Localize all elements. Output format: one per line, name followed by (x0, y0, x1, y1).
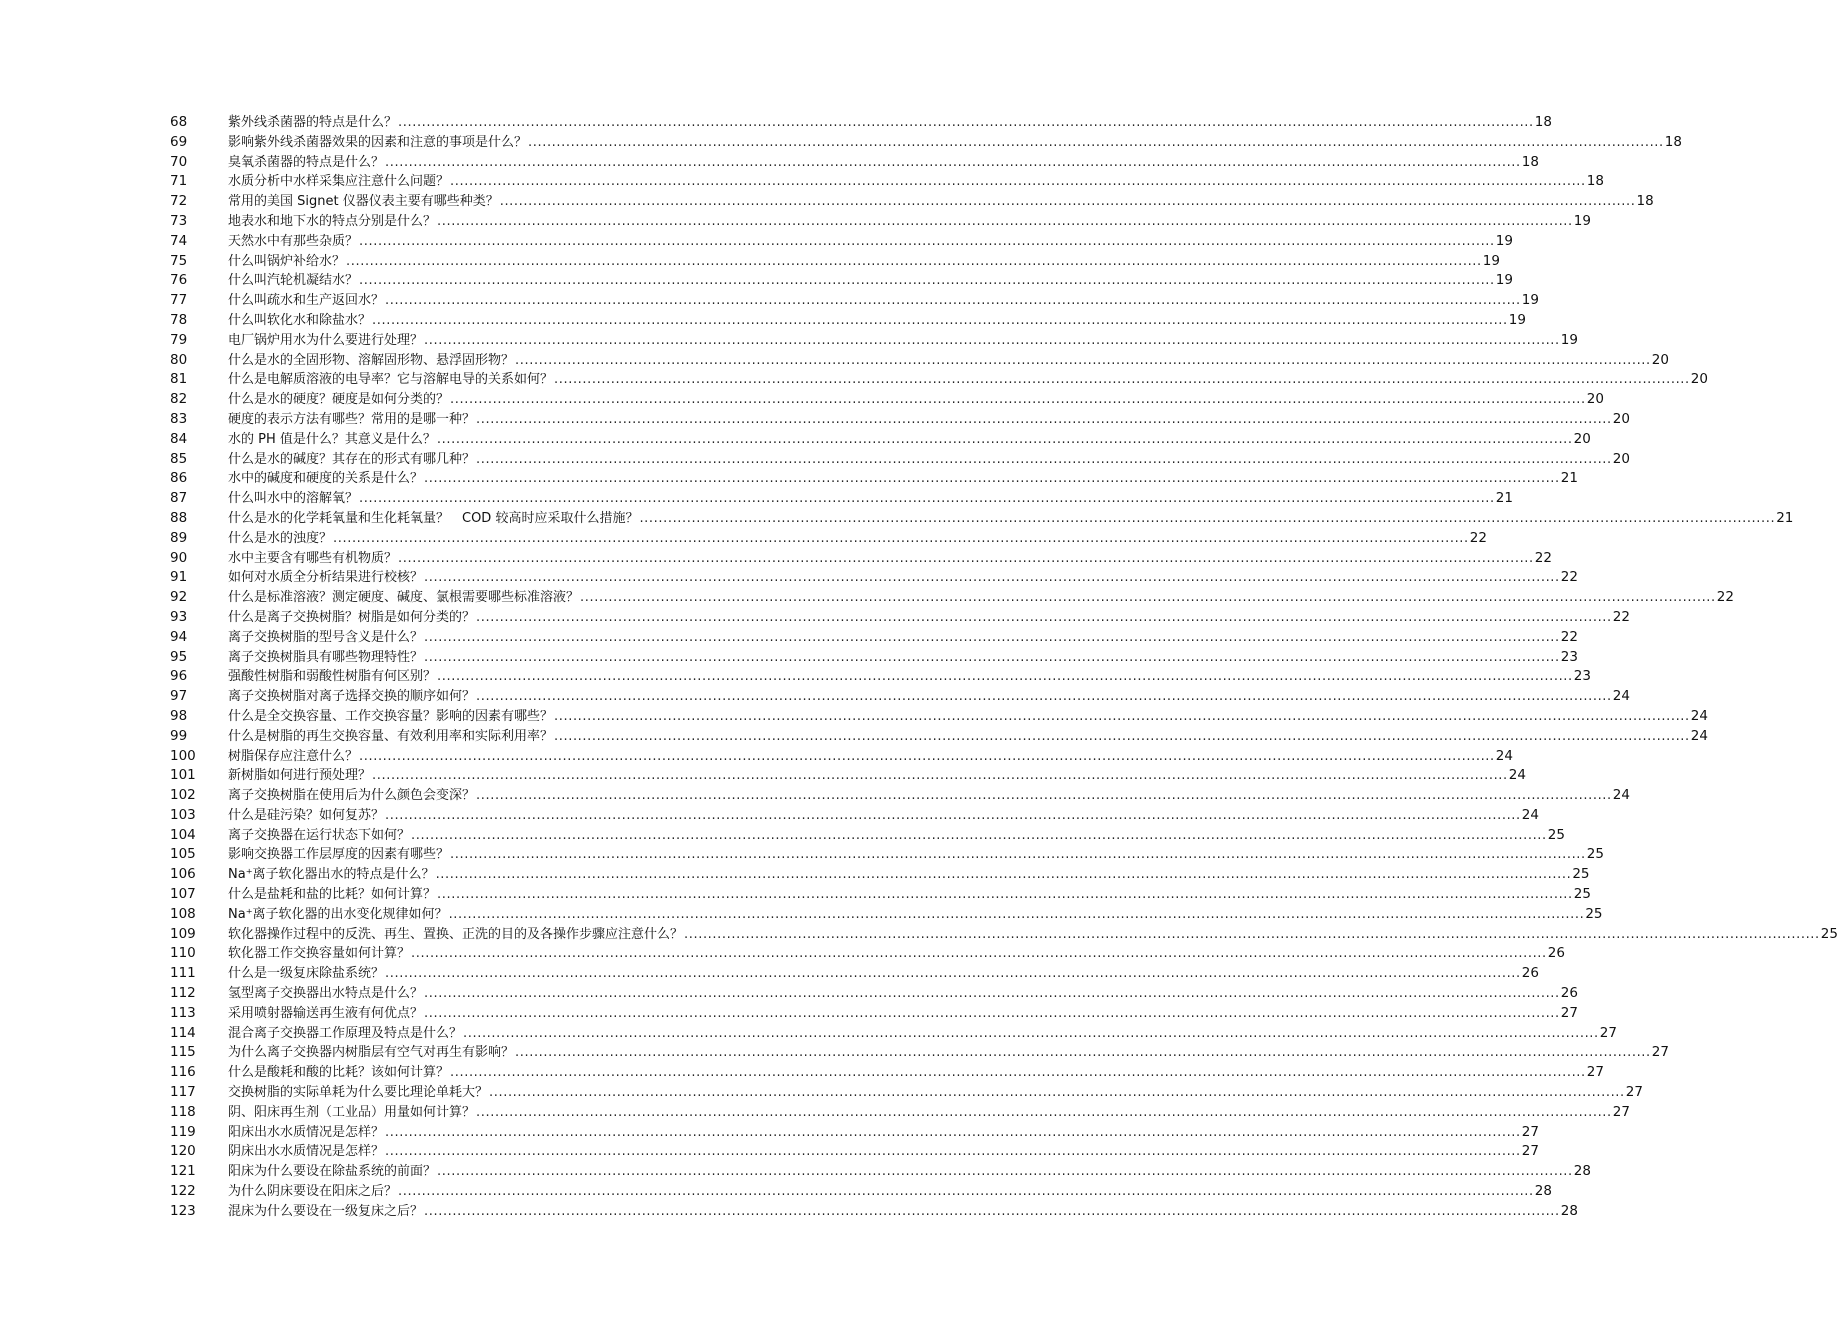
toc-entry-title: 软化器操作过程中的反洗、再生、置换、正洗的目的及各操作步骤应注意什么？ (228, 926, 684, 942)
toc-entry-title: 离子交换树脂在使用后为什么颜色会变深？ (228, 788, 476, 804)
toc-entry-page: 18 (1664, 133, 1682, 150)
toc-entry-title: 影响紫外线杀菌器效果的因素和注意的事项是什么？ (228, 134, 528, 150)
toc-entry[interactable] (170, 390, 1604, 410)
toc-entry-page: 28 (1560, 1202, 1578, 1219)
toc-dot-leader (450, 845, 1586, 865)
toc-entry-page: 21 (1776, 509, 1794, 526)
toc-entry-number: 90 (170, 549, 188, 566)
toc-entry[interactable] (170, 964, 1539, 984)
toc-entry-title: 常用的美国 Signet 仪器仪表主要有哪些种类？ (228, 194, 499, 210)
toc-entry-page: 23 (1573, 668, 1591, 685)
toc-dot-leader (463, 1024, 1599, 1044)
toc-entry[interactable] (170, 192, 1654, 212)
toc-entry-number: 70 (170, 153, 188, 170)
toc-entry[interactable] (170, 351, 1669, 371)
toc-entry-page: 22 (1469, 529, 1487, 546)
toc-entry[interactable] (170, 944, 1565, 964)
toc-dot-leader (359, 232, 1495, 252)
toc-entry-page: 18 (1586, 173, 1604, 190)
toc-entry-page: 20 (1612, 450, 1630, 467)
toc-entry-number: 117 (170, 1084, 196, 1101)
toc-entry[interactable] (170, 925, 1838, 945)
toc-entry[interactable] (170, 153, 1539, 173)
toc-entry-title: 强酸性树脂和弱酸性树脂有何区别？ (228, 669, 437, 685)
toc-entry[interactable] (170, 410, 1630, 430)
toc-entry[interactable] (170, 568, 1578, 588)
toc-entry-number: 114 (170, 1024, 196, 1041)
toc-entry-number: 106 (170, 866, 196, 883)
toc-entry-title: 离子交换树脂对离子选择交换的顺序如何？ (228, 689, 476, 705)
toc-dot-leader (359, 271, 1495, 291)
toc-entry[interactable] (170, 489, 1513, 509)
toc-entry-number: 109 (170, 925, 196, 942)
toc-entry-title: 硬度的表示方法有哪些？常用的是哪一种？ (228, 411, 476, 427)
toc-entry-page: 28 (1534, 1183, 1552, 1200)
toc-entry-number: 116 (170, 1064, 196, 1081)
toc-entry-number: 87 (170, 490, 188, 507)
toc-dot-leader (684, 925, 1820, 945)
toc-entry-title: 什么是水的碱度？其存在的形式有哪几种？ (228, 451, 476, 467)
toc-dot-leader (515, 1043, 1651, 1063)
toc-entry[interactable] (170, 687, 1630, 707)
toc-dot-leader (424, 469, 1560, 489)
toc-entry-title: 阴、阳床再生剂（工业品）用量如何计算？ (228, 1104, 476, 1120)
toc-entry-number: 111 (170, 965, 196, 982)
toc-entry-number: 86 (170, 470, 188, 487)
toc-entry-number: 97 (170, 688, 188, 705)
toc-dot-leader (437, 1162, 1573, 1182)
toc-dot-leader (398, 549, 1534, 569)
toc-entry-title: 阳床出水水质情况是怎样？ (228, 1124, 385, 1140)
toc-entry-title: 水中主要含有哪些有机物质？ (228, 550, 398, 566)
toc-entry[interactable] (170, 628, 1578, 648)
toc-dot-leader (476, 450, 1612, 470)
toc-entry-page: 24 (1612, 787, 1630, 804)
toc-entry-number: 96 (170, 668, 188, 685)
toc-entry-number: 80 (170, 351, 188, 368)
toc-entry-title: Na⁺离子软化器出水的特点是什么？ (228, 867, 435, 883)
toc-entry-number: 71 (170, 173, 188, 190)
toc-entry-title: 影响交换器工作层厚度的因素有哪些？ (228, 847, 450, 863)
toc-dot-leader (359, 489, 1495, 509)
toc-entry-title: 水质分析中水样采集应注意什么问题？ (228, 174, 450, 190)
toc-entry-page: 24 (1690, 727, 1708, 744)
toc-entry-page: 27 (1586, 1064, 1604, 1081)
toc-entry-page: 19 (1495, 232, 1513, 249)
toc-entry[interactable] (170, 1004, 1578, 1024)
toc-entry[interactable] (170, 905, 1603, 925)
toc-entry-title: 什么是水的化学耗氧量和生化耗氧量？ COD 较高时应采取什么措施？ (228, 510, 639, 526)
toc-entry[interactable] (170, 212, 1591, 232)
toc-entry-title: 什么叫疏水和生产返回水？ (228, 293, 385, 309)
toc-entry[interactable] (170, 370, 1708, 390)
toc-entry-number: 118 (170, 1103, 196, 1120)
toc-entry-title: 离子交换树脂具有哪些物理特性？ (228, 649, 424, 665)
toc-entry-page: 20 (1651, 351, 1669, 368)
toc-entry[interactable] (170, 1162, 1591, 1182)
toc-entry-title: 什么叫锅炉补给水？ (228, 253, 346, 269)
toc-dot-leader (333, 529, 1469, 549)
toc-entry-page: 21 (1560, 470, 1578, 487)
toc-entry-number: 119 (170, 1123, 196, 1140)
toc-entry-title: 什么是树脂的再生交换容量、有效利用率和实际利用率？ (228, 728, 554, 744)
toc-entry-number: 88 (170, 509, 188, 526)
toc-dot-leader (489, 1083, 1625, 1103)
toc-dot-leader (437, 667, 1573, 687)
toc-entry-title: 地表水和地下水的特点分别是什么？ (228, 213, 437, 229)
toc-entry-number: 77 (170, 292, 188, 309)
toc-dot-leader (476, 786, 1612, 806)
toc-entry-page: 26 (1521, 965, 1539, 982)
toc-entry-page: 25 (1572, 866, 1590, 883)
toc-entry-title: 阳床为什么要设在除盐系统的前面？ (228, 1164, 437, 1180)
toc-entry-page: 22 (1560, 628, 1578, 645)
toc-entry[interactable] (170, 311, 1526, 331)
toc-entry-number: 92 (170, 589, 188, 606)
toc-dot-leader (450, 1063, 1586, 1083)
toc-entry-title: 电厂锅炉用水为什么要进行处理？ (228, 332, 424, 348)
toc-entry[interactable] (170, 469, 1578, 489)
toc-entry-page: 23 (1560, 648, 1578, 665)
toc-entry-number: 74 (170, 232, 188, 249)
toc-entry-page: 27 (1625, 1084, 1643, 1101)
toc-entry[interactable] (170, 1063, 1604, 1083)
toc-entry[interactable] (170, 1043, 1669, 1063)
toc-entry-number: 75 (170, 252, 188, 269)
toc-entry-page: 24 (1521, 806, 1539, 823)
toc-entry-title: Na⁺离子软化器的出水变化规律如何？ (228, 906, 448, 922)
toc-entry[interactable] (170, 588, 1734, 608)
toc-entry-page: 22 (1612, 608, 1630, 625)
toc-dot-leader (385, 964, 1521, 984)
toc-entry-page: 27 (1612, 1103, 1630, 1120)
toc-entry-number: 82 (170, 391, 188, 408)
toc-dot-leader (449, 905, 1585, 925)
toc-entry[interactable] (170, 826, 1565, 846)
toc-entry-number: 120 (170, 1143, 196, 1160)
toc-entry-page: 27 (1521, 1123, 1539, 1140)
toc-entry-title: 什么是盐耗和盐的比耗？如何计算？ (228, 887, 437, 903)
toc-entry-number: 103 (170, 806, 196, 823)
toc-entry-title: 为什么阴床要设在阳床之后？ (228, 1184, 398, 1200)
toc-dot-leader (424, 648, 1560, 668)
toc-entry[interactable] (170, 1182, 1552, 1202)
toc-dot-leader (398, 1182, 1534, 1202)
toc-entry-number: 101 (170, 767, 196, 784)
toc-entry-page: 19 (1508, 311, 1526, 328)
toc-entry-page: 25 (1820, 925, 1838, 942)
toc-entry[interactable] (170, 509, 1794, 529)
toc-entry-number: 123 (170, 1202, 196, 1219)
toc-entry-number: 99 (170, 727, 188, 744)
toc-dot-leader (580, 588, 1716, 608)
toc-entry-number: 89 (170, 529, 188, 546)
toc-entry-page: 27 (1599, 1024, 1617, 1041)
toc-entry-page: 28 (1573, 1163, 1591, 1180)
toc-dot-leader (450, 172, 1586, 192)
toc-dot-leader (424, 1202, 1560, 1222)
toc-entry-number: 110 (170, 945, 196, 962)
toc-entry-page: 19 (1560, 331, 1578, 348)
toc-dot-leader (476, 1103, 1612, 1123)
toc-entry-page: 26 (1547, 945, 1565, 962)
toc-entry-number: 91 (170, 569, 188, 586)
toc-entry-title: 紫外线杀菌器的特点是什么？ (228, 115, 398, 130)
toc-entry-page: 24 (1690, 707, 1708, 724)
toc-entry-title: 什么叫水中的溶解氧？ (228, 491, 359, 507)
toc-entry-page: 19 (1573, 212, 1591, 229)
toc-entry[interactable] (170, 648, 1578, 668)
table-of-contents (170, 113, 1838, 1222)
toc-dot-leader (554, 727, 1690, 747)
toc-dot-leader (450, 390, 1586, 410)
toc-entry-title: 阴床出水水质情况是怎样？ (228, 1144, 385, 1160)
toc-entry-page: 22 (1534, 549, 1552, 566)
toc-entry[interactable] (170, 1123, 1539, 1143)
toc-dot-leader (554, 370, 1690, 390)
toc-entry-title: 采用喷射器输送再生液有何优点？ (228, 1005, 424, 1021)
toc-entry[interactable] (170, 133, 1682, 153)
toc-entry-page: 24 (1508, 767, 1526, 784)
toc-dot-leader (476, 410, 1612, 430)
toc-entry[interactable] (170, 271, 1513, 291)
toc-entry-number: 108 (170, 905, 196, 922)
toc-entry-title: 什么是一级复床除盐系统？ (228, 966, 385, 982)
toc-entry-title: 氢型离子交换器出水特点是什么？ (228, 986, 424, 1002)
toc-dot-leader (359, 747, 1495, 767)
toc-entry-page: 19 (1482, 252, 1500, 269)
toc-entry-number: 100 (170, 747, 196, 764)
toc-entry-number: 105 (170, 846, 196, 863)
toc-entry-title: 什么是水的浊度？ (228, 530, 333, 546)
toc-entry-title: 水的 PH 值是什么？其意义是什么？ (228, 431, 436, 447)
toc-entry-page: 18 (1534, 114, 1552, 130)
toc-entry-title: 水中的碱度和硬度的关系是什么？ (228, 471, 424, 487)
toc-dot-leader (424, 331, 1560, 351)
toc-dot-leader (385, 291, 1521, 311)
toc-entry[interactable] (170, 984, 1578, 1004)
toc-entry-number: 73 (170, 212, 188, 229)
toc-entry[interactable] (170, 1142, 1539, 1162)
toc-entry-page: 20 (1612, 410, 1630, 427)
toc-entry-number: 68 (170, 114, 188, 130)
toc-entry[interactable] (170, 549, 1552, 569)
toc-entry-page: 26 (1560, 985, 1578, 1002)
toc-entry[interactable] (170, 667, 1591, 687)
toc-entry-page: 18 (1636, 193, 1654, 210)
toc-dot-leader (554, 707, 1690, 727)
toc-entry-number: 78 (170, 311, 188, 328)
toc-dot-leader (515, 351, 1651, 371)
toc-entry-title: 什么叫软化水和除盐水？ (228, 312, 372, 328)
toc-entry-title: 天然水中有那些杂质？ (228, 233, 359, 249)
toc-entry-page: 25 (1586, 846, 1604, 863)
toc-entry[interactable] (170, 865, 1590, 885)
toc-entry-title: 什么是全交换容量、工作交换容量？影响的因素有哪些？ (228, 708, 554, 724)
toc-dot-leader (424, 984, 1560, 1004)
toc-entry-page: 25 (1585, 905, 1603, 922)
toc-entry[interactable] (170, 727, 1708, 747)
toc-dot-leader (411, 826, 1547, 846)
toc-entry-number: 98 (170, 707, 188, 724)
toc-entry-page: 20 (1573, 430, 1591, 447)
toc-dot-leader (437, 430, 1573, 450)
toc-entry-page: 22 (1716, 589, 1734, 606)
toc-entry-title: 交换树脂的实际单耗为什么要比理论单耗大？ (228, 1085, 489, 1101)
toc-dot-leader (346, 252, 1482, 272)
toc-entry[interactable] (170, 1202, 1578, 1222)
toc-dot-leader (385, 1123, 1521, 1143)
toc-entry-title: 什么是酸耗和酸的比耗？该如何计算？ (228, 1065, 450, 1081)
toc-entry-page: 21 (1495, 490, 1513, 507)
toc-entry-page: 27 (1651, 1044, 1669, 1061)
toc-dot-leader (385, 153, 1521, 173)
toc-dot-leader (385, 1142, 1521, 1162)
toc-entry-title: 什么是水的全固形物、溶解固形物、悬浮固形物？ (228, 352, 515, 368)
toc-dot-leader (476, 608, 1612, 628)
toc-entry-number: 81 (170, 371, 188, 388)
toc-entry[interactable] (170, 786, 1630, 806)
toc-entry-title: 离子交换器在运行状态下如何？ (228, 827, 411, 843)
toc-dot-leader (476, 687, 1612, 707)
toc-entry[interactable] (170, 747, 1513, 767)
toc-entry-title: 什么是标准溶液？测定硬度、碱度、氯根需要哪些标准溶液？ (228, 590, 580, 606)
toc-dot-leader (424, 1004, 1560, 1024)
toc-entry-page: 19 (1495, 272, 1513, 289)
toc-dot-leader (424, 628, 1560, 648)
toc-entry-number: 95 (170, 648, 188, 665)
toc-entry[interactable] (170, 1083, 1643, 1103)
toc-entry-title: 臭氧杀菌器的特点是什么？ (228, 154, 385, 170)
toc-dot-leader (500, 192, 1636, 212)
toc-entry[interactable] (170, 845, 1604, 865)
toc-entry-title: 混合离子交换器工作原理及特点是什么？ (228, 1025, 463, 1041)
toc-dot-leader (437, 212, 1573, 232)
toc-entry-title: 为什么离子交换器内树脂层有空气对再生有影响？ (228, 1045, 515, 1061)
toc-entry-number: 104 (170, 826, 196, 843)
toc-entry-title: 树脂保存应注意什么？ (228, 748, 359, 764)
toc-dot-leader (372, 311, 1508, 331)
toc-entry-number: 85 (170, 450, 188, 467)
toc-entry[interactable] (170, 291, 1539, 311)
toc-entry-title: 什么是硅污染？如何复苏？ (228, 807, 385, 823)
toc-dot-leader (411, 944, 1547, 964)
toc-entry-number: 69 (170, 133, 188, 150)
toc-dot-leader (424, 568, 1560, 588)
toc-entry-number: 102 (170, 787, 196, 804)
toc-entry-page: 27 (1521, 1143, 1539, 1160)
toc-entry-page: 22 (1560, 569, 1578, 586)
toc-entry-number: 83 (170, 410, 188, 427)
toc-entry-number: 115 (170, 1044, 196, 1061)
toc-dot-leader (372, 766, 1508, 786)
toc-entry[interactable] (170, 707, 1708, 727)
toc-entry-number: 107 (170, 886, 196, 903)
toc-entry-page: 25 (1547, 826, 1565, 843)
toc-entry[interactable] (170, 766, 1526, 786)
toc-entry-page: 24 (1495, 747, 1513, 764)
toc-entry-number: 94 (170, 628, 188, 645)
toc-entry[interactable] (170, 113, 1552, 133)
toc-entry-page: 27 (1560, 1004, 1578, 1021)
toc-dot-leader (398, 113, 1534, 133)
toc-entry[interactable] (170, 172, 1604, 192)
toc-entry-number: 93 (170, 608, 188, 625)
toc-entry-number: 112 (170, 985, 196, 1002)
toc-entry[interactable] (170, 608, 1630, 628)
toc-entry-page: 20 (1690, 371, 1708, 388)
toc-entry-number: 113 (170, 1004, 196, 1021)
toc-entry-page: 25 (1573, 886, 1591, 903)
toc-entry[interactable] (170, 450, 1630, 470)
toc-entry[interactable] (170, 1103, 1630, 1123)
toc-entry-number: 121 (170, 1163, 196, 1180)
toc-entry-number: 76 (170, 272, 188, 289)
toc-entry[interactable] (170, 252, 1500, 272)
toc-entry-page: 19 (1521, 292, 1539, 309)
toc-entry-title: 混床为什么要设在一级复床之后？ (228, 1203, 424, 1219)
toc-entry-title: 什么叫汽轮机凝结水？ (228, 273, 359, 289)
toc-dot-leader (639, 509, 1775, 529)
toc-entry-title: 什么是电解质溶液的电导率？它与溶解电导的关系如何？ (228, 372, 554, 388)
toc-entry-title: 离子交换树脂的型号含义是什么？ (228, 629, 424, 645)
toc-dot-leader (385, 806, 1521, 826)
toc-entry[interactable] (170, 232, 1513, 252)
toc-entry[interactable] (170, 331, 1578, 351)
toc-entry-title: 新树脂如何进行预处理？ (228, 768, 372, 784)
toc-entry-number: 79 (170, 331, 188, 348)
toc-entry-title: 软化器工作交换容量如何计算？ (228, 946, 411, 962)
toc-entry[interactable] (170, 1024, 1617, 1044)
toc-entry-page: 24 (1612, 688, 1630, 705)
toc-dot-leader (528, 133, 1664, 153)
toc-entry-page: 18 (1521, 153, 1539, 170)
toc-entry-number: 72 (170, 193, 188, 210)
toc-entry-page: 20 (1586, 391, 1604, 408)
toc-entry[interactable] (170, 430, 1591, 450)
toc-dot-leader (436, 865, 1572, 885)
toc-entry[interactable] (170, 806, 1539, 826)
toc-entry-title: 如何对水质全分析结果进行校核？ (228, 570, 424, 586)
toc-entry[interactable] (170, 529, 1487, 549)
toc-entry-title: 什么是水的硬度？硬度是如何分类的？ (228, 392, 450, 408)
toc-entry-title: 什么是离子交换树脂？树脂是如何分类的？ (228, 609, 476, 625)
toc-dot-leader (437, 885, 1573, 905)
toc-entry[interactable] (170, 885, 1591, 905)
toc-entry-number: 84 (170, 430, 188, 447)
toc-entry-number: 122 (170, 1183, 196, 1200)
